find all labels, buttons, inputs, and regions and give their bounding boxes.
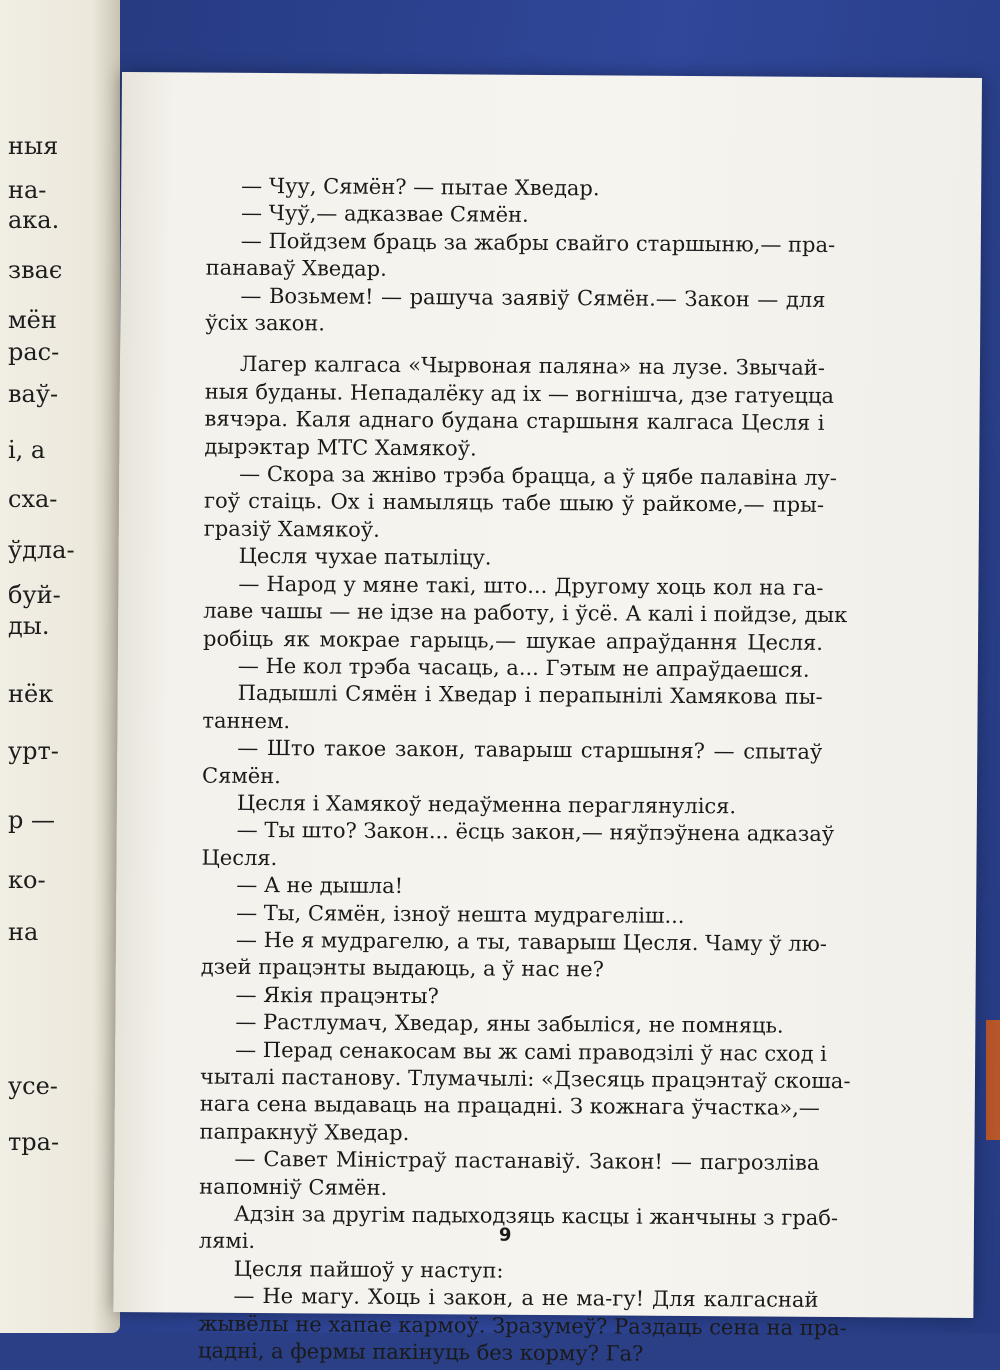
text-line: — А не дышла! bbox=[236, 872, 404, 899]
text-line: Лагер калгаса «Чырвоная паляна» на лузе. Звычай- bbox=[239, 352, 826, 381]
text-line: нага сена выдаваць на працадні. З кожнага ўчастка»,— bbox=[199, 1091, 820, 1121]
text-line: Цесля пайшоў у наступ: bbox=[233, 1256, 504, 1283]
left-page-fragment: рас- bbox=[8, 338, 60, 366]
text-line: — Не кол трэба часаць, а... Гэтым не апраўдаешся. bbox=[237, 653, 810, 682]
text-line: дзей працэнты выдаюць, а ў нас не? bbox=[200, 954, 604, 982]
left-page-fragment: ўдла- bbox=[8, 536, 75, 564]
text-line: дырэктар МТС Хамякоў. bbox=[204, 434, 477, 461]
left-page-fragment: сха- bbox=[8, 485, 58, 513]
text-line: Цесля і Хамякоў недаўменна пераглянуліся. bbox=[236, 790, 737, 819]
text-line: — Скора за жніво трэба брацца, а ў цябе палавіна лу- bbox=[239, 461, 838, 491]
text-line: ўсіх закон. bbox=[205, 310, 326, 336]
left-page-fragment: ды. bbox=[8, 612, 50, 640]
text-line: Цесля чухае патыліцу. bbox=[238, 544, 492, 570]
book-page bbox=[113, 72, 982, 1366]
left-page-fragment: ваў- bbox=[8, 380, 59, 408]
text-line: — Возьмем! — рашуча заявіў Сямён.— Закон — для bbox=[240, 283, 826, 312]
text-line: — Што такое закон, таварыш старшыня? — спытаў bbox=[237, 735, 823, 765]
text-line: Падышлі Сямён і Хведар і перапынілі Хамякова пы- bbox=[237, 681, 823, 710]
text-line: — Чуу, Сямён? — пытае Хведар. bbox=[241, 173, 600, 201]
text-line: Адзін за другім падыходзяць касцы і жанчыны з граб- bbox=[233, 1201, 839, 1231]
left-page-fragment: на bbox=[8, 918, 39, 946]
text-line: папракнуў Хведар. bbox=[199, 1119, 410, 1145]
text-line: — Ты, Сямён, ізноў нешта мудрагеліш... bbox=[236, 900, 685, 928]
text-line: — Народ у мяне такі, што... Другому хоць кол на га- bbox=[238, 571, 824, 600]
left-page-fragment: на- bbox=[8, 176, 47, 204]
left-page-fragment: і, а bbox=[8, 436, 46, 464]
text-line: — Чуў,— адказвае Сямён. bbox=[240, 201, 529, 228]
page-number: 9 bbox=[498, 1224, 512, 1246]
text-line: робіць як мокрае гарыць,— шукае апраўдання Цесля. bbox=[202, 626, 824, 655]
left-page-fragment: ныя bbox=[8, 132, 59, 160]
left-page-fragment: усе- bbox=[8, 1072, 58, 1100]
text-line: гоў стаіць. Ох і намыляць табе шыю ў райкоме,— пры- bbox=[203, 489, 825, 518]
left-page-fragment: мён bbox=[8, 306, 57, 334]
left-page bbox=[0, 0, 120, 1333]
text-line: — Перад сенакосам вы ж самі праводзілі ў нас сход і bbox=[235, 1037, 828, 1066]
left-page-fragment: буй- bbox=[8, 581, 61, 609]
text-line: панаваў Хведар. bbox=[205, 255, 387, 282]
text-line: — Ты што? Закон... ёсць закон,— няўпэўнена адказаў bbox=[236, 818, 835, 847]
text-line: жывёлы не хапае кармоў. Зразумеў? Раздаць сена на пра- bbox=[198, 1311, 847, 1340]
orange-book-edge bbox=[986, 1020, 1000, 1140]
text-line: грaзіў Хамякоў. bbox=[203, 516, 380, 542]
left-page-fragment: нёк bbox=[8, 680, 54, 708]
left-page-fragment: ака. bbox=[8, 206, 60, 234]
text-line: Цесля. bbox=[201, 845, 278, 870]
text-line: лаве чашы — не ідзе на работу, і ўсё. А калі і пойдзе, дык bbox=[203, 598, 848, 628]
text-line: вячэра. Каля аднаго будана старшыня калгаса Цесля і bbox=[204, 406, 825, 436]
text-line: ныя буданы. Непадалёку ад іх — вогнішча, дзе гатуецца bbox=[204, 379, 835, 408]
text-line: — Не я мудрагелю, а ты, таварыш Цесля. Чаму ў лю- bbox=[235, 927, 828, 956]
page-text bbox=[197, 173, 851, 1370]
text-line: — Растлумач, Хведар, яны забыліся, не помняць. bbox=[235, 1010, 784, 1038]
text-line: таннем. bbox=[202, 708, 291, 733]
text-line: лямі. bbox=[198, 1229, 256, 1254]
left-page-fragment: ко- bbox=[8, 866, 46, 894]
left-page-fragment: урт- bbox=[8, 737, 59, 765]
text-line: чыталі пастанову. Тлумачылі: «Дзесяць працэнтаў скоша- bbox=[199, 1064, 851, 1094]
text-line: — Пойдзем браць за жабры свайго старшыню,— пра- bbox=[240, 228, 836, 257]
left-page-fragment: зває bbox=[8, 256, 63, 284]
text-line: — Савет Міністраў пастанавіў. Закон! — пагрозліва bbox=[234, 1147, 820, 1176]
text-line: Сямён. bbox=[202, 763, 281, 788]
text-line: цадні, а фермы пакінуць без корму? Га? bbox=[197, 1338, 644, 1366]
text-line: — Не магу. Хоць і закон, а не ма-гу! Для калгаснай bbox=[233, 1284, 819, 1313]
left-page-fragment: тра- bbox=[8, 1128, 60, 1156]
left-page-fragment: р — bbox=[8, 806, 55, 834]
text-line: напомніў Сямён. bbox=[199, 1174, 388, 1200]
text-line: — Якія працэнты? bbox=[235, 982, 439, 1009]
